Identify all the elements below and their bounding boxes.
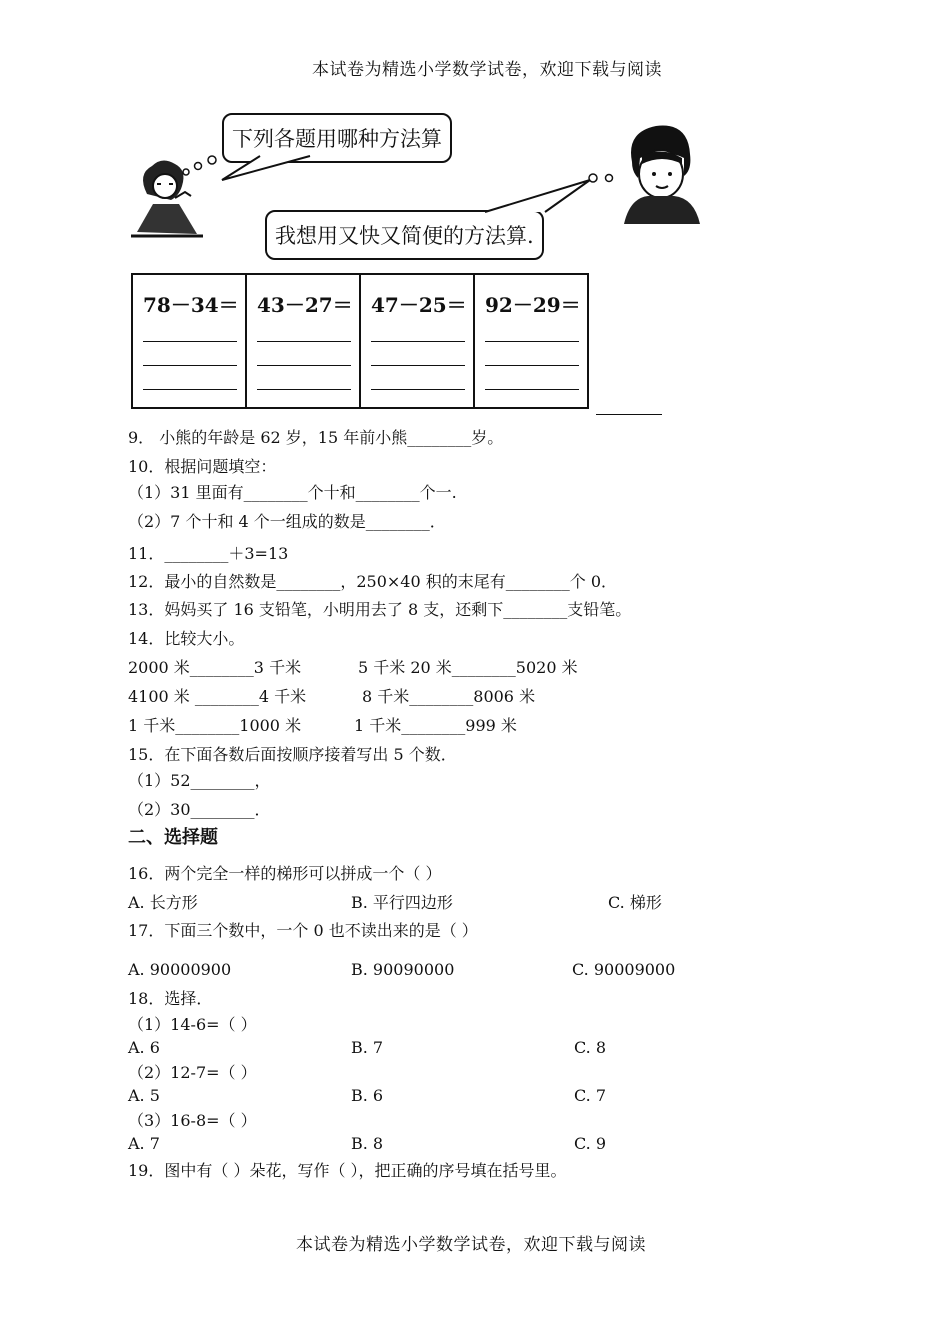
cell-equation: 43－27＝ bbox=[257, 293, 353, 317]
speech-bubble-bottom bbox=[265, 210, 544, 260]
bubble-bottom-text: 我想用又快又简便的方法算. bbox=[275, 224, 534, 248]
option-c[interactable]: C. 9 bbox=[574, 1134, 607, 1153]
answer-blank[interactable] bbox=[143, 341, 237, 342]
option-b[interactable]: B. 8 bbox=[351, 1134, 384, 1153]
answer-blank[interactable] bbox=[257, 365, 351, 366]
compare-item: 2000 米________3 千米 bbox=[128, 658, 302, 677]
table-cell bbox=[361, 275, 475, 407]
answer-blank[interactable] bbox=[485, 389, 579, 390]
bubble-top-tail-icon bbox=[220, 150, 340, 186]
option-a[interactable]: A. 长方形 bbox=[128, 893, 198, 912]
question-18-2: （2）12-7=（ ） bbox=[128, 1063, 257, 1082]
question-19: 19．图中有（ ）朵花，写作（ ），把正确的序号填在括号里。 bbox=[128, 1161, 567, 1180]
illustration bbox=[125, 110, 705, 260]
cell-equation: 92－29＝ bbox=[485, 293, 581, 317]
compare-item: 1 千米________1000 米 bbox=[128, 716, 302, 735]
question-15: 15．在下面各数后面按顺序接着写出 5 个数． bbox=[128, 745, 457, 764]
option-a[interactable]: A. 5 bbox=[128, 1086, 160, 1105]
option-c[interactable]: C. 8 bbox=[574, 1038, 607, 1057]
question-15-2: （2）30________． bbox=[128, 800, 271, 819]
cell-equation: 78－34＝ bbox=[143, 293, 239, 317]
option-c[interactable]: C. 梯形 bbox=[608, 893, 662, 912]
option-b[interactable]: B. 平行四边形 bbox=[351, 893, 453, 912]
question-17: 17．下面三个数中，一个 0 也不读出来的是（ ） bbox=[128, 921, 478, 940]
question-16: 16．两个完全一样的梯形可以拼成一个（ ） bbox=[128, 864, 442, 883]
option-b[interactable]: B. 7 bbox=[351, 1038, 384, 1057]
option-b[interactable]: B. 90090000 bbox=[351, 960, 455, 979]
compare-item: 8 千米________8006 米 bbox=[362, 687, 536, 706]
option-c[interactable]: C. 90009000 bbox=[572, 960, 676, 979]
question-14: 14．比较大小。 bbox=[128, 629, 245, 648]
question-10-2: （2）7 个十和 4 个一组成的数是________． bbox=[128, 512, 446, 531]
answer-blank[interactable] bbox=[596, 414, 662, 415]
answer-blank[interactable] bbox=[257, 389, 351, 390]
answer-blank[interactable] bbox=[371, 341, 465, 342]
compare-item: 5 千米 20 米________5020 米 bbox=[358, 658, 578, 677]
answer-blank[interactable] bbox=[371, 365, 465, 366]
answer-blank[interactable] bbox=[257, 341, 351, 342]
option-c[interactable]: C. 7 bbox=[574, 1086, 607, 1105]
question-15-1: （1）52________， bbox=[128, 771, 271, 790]
question-18: 18．选择． bbox=[128, 989, 213, 1008]
question-18-3: （3）16-8=（ ） bbox=[128, 1111, 257, 1130]
bubble-top-text: 下列各题用哪种方法算 bbox=[232, 127, 442, 151]
section-title: 二、选择题 bbox=[128, 827, 218, 848]
answer-blank[interactable] bbox=[143, 365, 237, 366]
question-9: 9． 小熊的年龄是 62 岁，15 年前小熊________岁。 bbox=[128, 428, 504, 447]
answer-blank[interactable] bbox=[485, 341, 579, 342]
answer-blank[interactable] bbox=[371, 389, 465, 390]
boy-figure-icon bbox=[618, 118, 704, 224]
bubble-bottom-tail-icon bbox=[455, 172, 605, 216]
answer-blank[interactable] bbox=[485, 365, 579, 366]
cell-equation: 47－25＝ bbox=[371, 293, 467, 317]
table-cell bbox=[247, 275, 361, 407]
thought-dots-left-icon bbox=[180, 150, 225, 180]
question-13: 13．妈妈买了 16 支铅笔，小明用去了 8 支，还剩下________支铅笔。 bbox=[128, 600, 632, 619]
question-10-1: （1）31 里面有________个十和________个一. bbox=[128, 483, 457, 502]
option-a[interactable]: A. 90000900 bbox=[128, 960, 232, 979]
option-b[interactable]: B. 6 bbox=[351, 1086, 384, 1105]
option-a[interactable]: A. 6 bbox=[128, 1038, 160, 1057]
question-11: 11．________＋3=13 bbox=[128, 544, 289, 563]
page-footer: 本试卷为精选小学数学试卷，欢迎下载与阅读 bbox=[296, 1235, 646, 1255]
page-header: 本试卷为精选小学数学试卷，欢迎下载与阅读 bbox=[312, 60, 662, 80]
question-12: 12．最小的自然数是________，250×40 积的末尾有________个 0． bbox=[128, 572, 618, 591]
question-10: 10．根据问题填空： bbox=[128, 457, 277, 476]
question-18-1: （1）14-6=（ ） bbox=[128, 1015, 257, 1034]
answer-blank[interactable] bbox=[143, 389, 237, 390]
table-cell bbox=[475, 275, 589, 407]
option-a[interactable]: A. 7 bbox=[128, 1134, 160, 1153]
compare-item: 4100 米 ________4 千米 bbox=[128, 687, 307, 706]
table-cell bbox=[133, 275, 247, 407]
compare-item: 1 千米________999 米 bbox=[354, 716, 517, 735]
problem-table bbox=[131, 273, 589, 409]
